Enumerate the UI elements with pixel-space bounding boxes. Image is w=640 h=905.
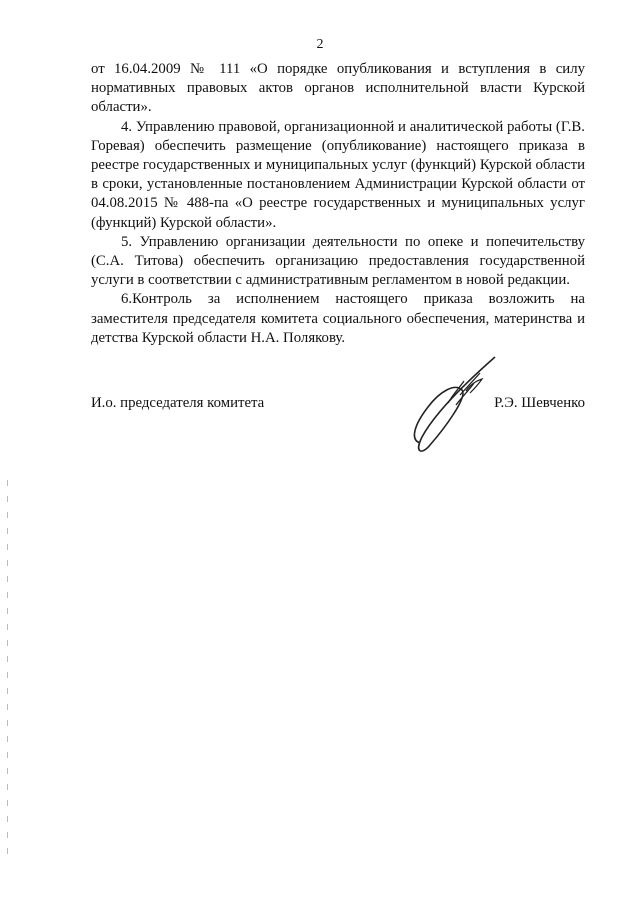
paragraph-item-5: 5. Управлению организации деятельности по опеке и попечительству (С.А. Титова) обеспечить организацию предоставления государственной услуги в соответствии с административным регламентом в новой редакции. bbox=[91, 233, 585, 289]
scan-edge-mark bbox=[6, 480, 9, 860]
paragraph-continuation: от 16.04.2009 № 111 «О порядке опубликования и вступления в силу нормативных правовых актов органов исполнительной власти Курской области». bbox=[91, 61, 585, 116]
paragraph-item-6: 6.Контроль за исполнением настоящего приказа возложить на заместителя председателя комитета социального обеспечения, материнства и детства Курской области Н.А. Полякову. bbox=[91, 291, 585, 346]
signatory-title: И.о. председателя комитета bbox=[91, 395, 265, 411]
page-number: 2 bbox=[316, 37, 324, 52]
signatory-name: Р.Э. Шевченко bbox=[494, 395, 585, 411]
paragraph-item-4: 4. Управлению правовой, организационной и аналитической работы (Г.В. Горевая) обеспечить размещение (опубликование) настоящего приказа в реестре государственных и муниципальных услуг (функций) Курской области в сроки, установленные постановлением Администрации Курской области от 04.08.2015 № 488-па «О реестре государственных и муниципальных услуг (функций) Курской области». bbox=[91, 118, 585, 231]
document-body bbox=[91, 60, 585, 348]
